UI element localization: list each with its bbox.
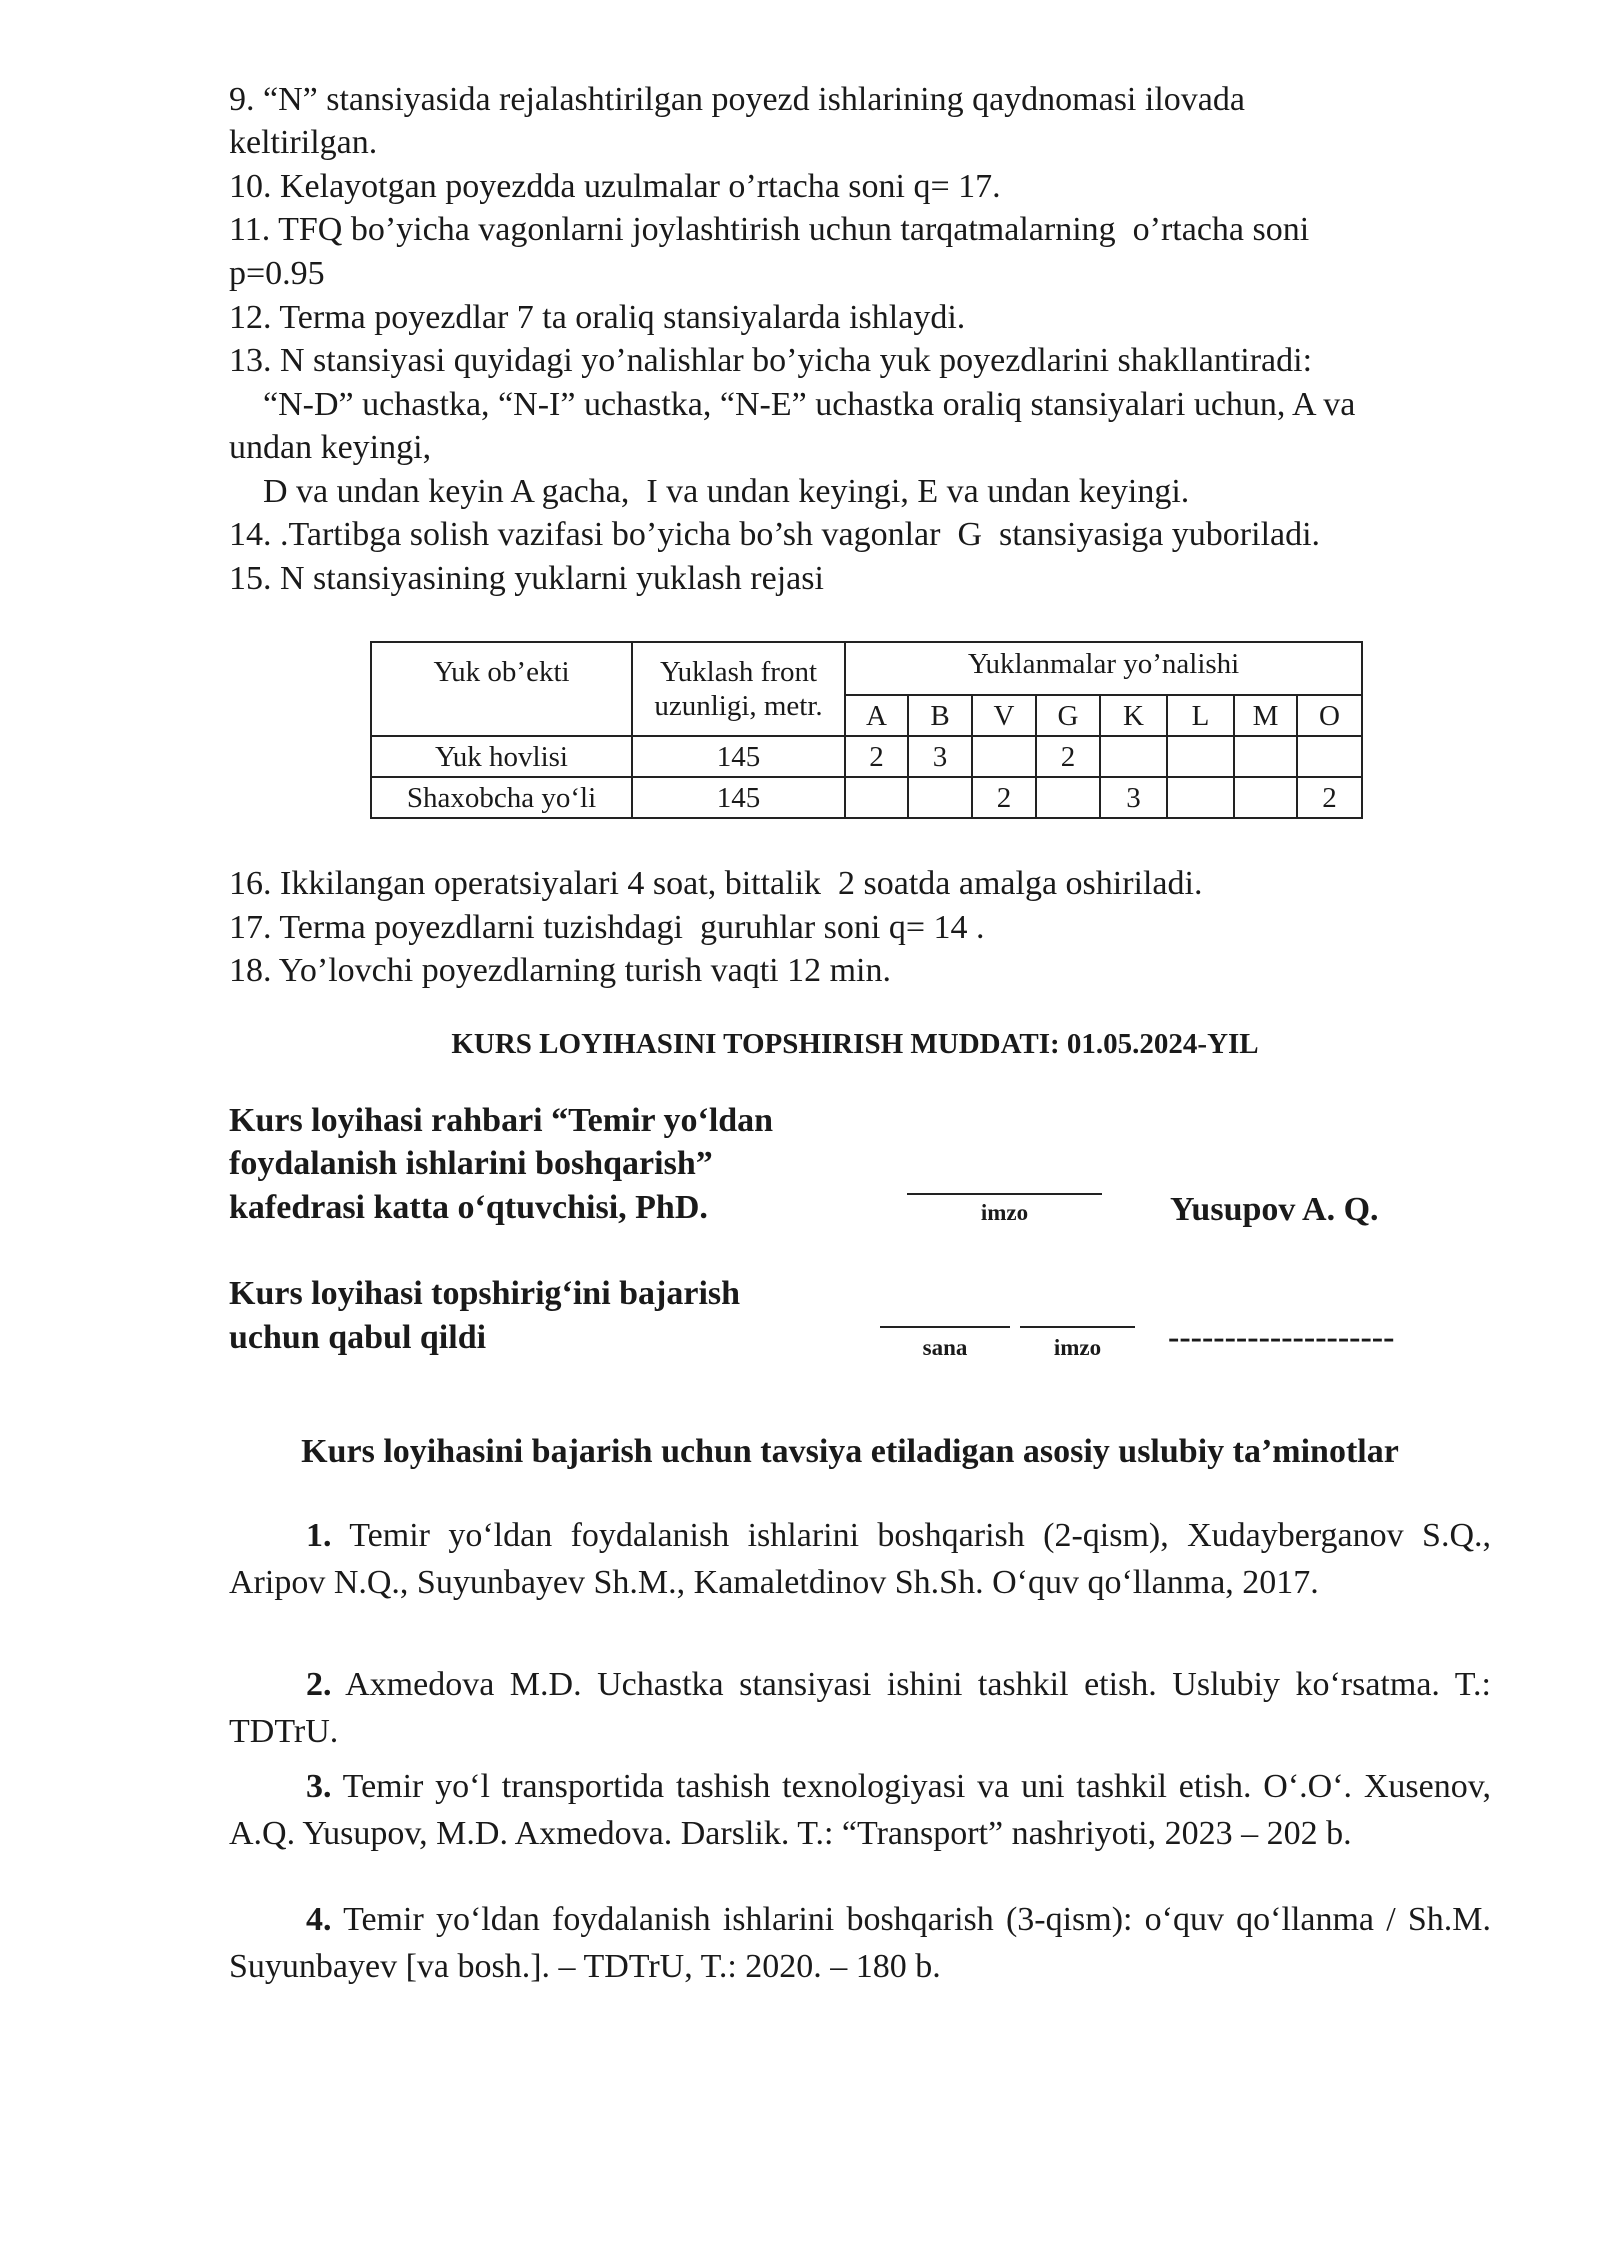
list-item: D va undan keyin A gacha, I va undan keyingi, E va undan keyingi. <box>229 473 1190 510</box>
list-item: 16. Ikkilangan operatsiyalari 4 soat, bittalik 2 soatda amalga oshiriladi. <box>229 865 1203 902</box>
references-heading: Kurs loyihasini bajarish uchun tavsiya etiladigan asosiy uslubiy ta’minotlar <box>301 1433 1399 1470</box>
list-item: 18. Yo’lovchi poyezdlarning turish vaqti 12 min. <box>229 952 892 989</box>
receiver-title-line: Kurs loyihasi topshirig‘ini bajarish <box>229 1275 741 1312</box>
direction-header: V <box>972 695 1036 736</box>
list-item: 13. N stansiyasi quyidagi yo’nalishlar bo’yicha yuk poyezdlarini shakllantiradi: <box>229 342 1313 379</box>
direction-header: B <box>908 695 972 736</box>
table-cell: 3 <box>1100 777 1167 818</box>
table-cell <box>1167 736 1234 777</box>
direction-header: O <box>1297 695 1362 736</box>
table-cell <box>1036 777 1100 818</box>
reference-number: 4. <box>306 1901 332 1938</box>
supervisor-name: Yusupov A. Q. <box>1170 1191 1379 1228</box>
reference-text: Temir yo‘l transportida tashish texnologiyasi va uni tashkil etish. O‘.O‘. Xusenov, A.Q. Yusupov, M.D. Axmedova. Darslik. T.: “Transport” nashriyoti, 2023 – 202 b. <box>229 1768 1491 1852</box>
table-row <box>371 736 1362 777</box>
signature-label: imzo <box>980 1200 1029 1225</box>
table-cell: 2 <box>845 736 908 777</box>
receiver-title-line: uchun qabul qildi <box>229 1319 487 1356</box>
list-item: “N-D” uchastka, “N-I” uchastka, “N-E” uchastka oraliq stansiyalari uchun, A va <box>229 386 1356 423</box>
reference-item <box>229 1896 1491 1990</box>
submission-deadline: KURS LOYIHASINI TOPSHIRISH MUDDATI: 01.05.2024-YIL <box>451 1028 1259 1060</box>
table-cell: 2 <box>1036 736 1100 777</box>
reference-item <box>229 1512 1491 1606</box>
supervisor-title-line: kafedrasi katta o‘qtuvchisi, PhD. <box>229 1189 708 1226</box>
direction-header: M <box>1234 695 1297 736</box>
list-item: 12. Terma poyezdlar 7 ta oraliq stansiyalarda ishlaydi. <box>229 299 966 336</box>
supervisor-title-line: foydalanish ishlarini boshqarish” <box>229 1145 713 1182</box>
table-cell <box>845 777 908 818</box>
list-item: 15. N stansiyasining yuklarni yuklash rejasi <box>229 560 824 597</box>
loading-plan-table <box>370 641 1363 819</box>
reference-number: 2. <box>306 1666 332 1703</box>
supervisor-title-line: Kurs loyihasi rahbari “Temir yo‘ldan <box>229 1102 774 1139</box>
row-front: 145 <box>632 736 845 777</box>
direction-header: K <box>1100 695 1167 736</box>
date-line <box>880 1326 1010 1328</box>
receiver-signature-line <box>1020 1326 1135 1328</box>
table-cell <box>1167 777 1234 818</box>
direction-header: A <box>845 695 908 736</box>
header-front-length: Yuklash front uzunligi, metr. <box>632 642 845 736</box>
list-item: undan keyingi, <box>229 429 432 466</box>
reference-number: 3. <box>306 1768 332 1805</box>
date-label: sana <box>922 1335 968 1360</box>
table-cell: 2 <box>1297 777 1362 818</box>
supervisor-signature-line <box>907 1193 1102 1195</box>
row-name: Yuk hovlisi <box>371 736 632 777</box>
table-cell: 3 <box>908 736 972 777</box>
header-cargo-object: Yuk ob’ekti <box>371 642 632 736</box>
reference-text: Temir yo‘ldan foydalanish ishlarini boshqarish (3-qism): o‘quv qo‘llanma / Sh.M. Suyunbayev [va bosh.]. – TDTrU, T.: 2020. – 180 b. <box>229 1901 1491 1985</box>
table-cell <box>972 736 1036 777</box>
list-item: keltirilgan. <box>229 124 378 161</box>
list-item: p=0.95 <box>229 255 325 292</box>
row-front: 145 <box>632 777 845 818</box>
table-cell <box>908 777 972 818</box>
table-cell <box>1297 736 1362 777</box>
list-item: 17. Terma poyezdlarni tuzishdagi guruhlar soni q= 14 . <box>229 909 985 946</box>
signature-label: imzo <box>1053 1335 1102 1360</box>
reference-text: Temir yo‘ldan foydalanish ishlarini boshqarish (2-qism), Xudayberganov S.Q., Aripov N.Q., Suyunbayev Sh.M., Kamaletdinov Sh.Sh. O‘quv qo‘llanma, 2017. <box>229 1517 1491 1601</box>
table-cell <box>1100 736 1167 777</box>
table-cell <box>1234 736 1297 777</box>
direction-header: L <box>1167 695 1234 736</box>
list-item: 11. TFQ bo’yicha vagonlarni joylashtirish uchun tarqatmalarning o’rtacha soni <box>229 211 1310 248</box>
row-name: Shaxobcha yo‘li <box>371 777 632 818</box>
list-item: 10. Kelayotgan poyezdda uzulmalar o’rtacha soni q= 17. <box>229 168 1001 205</box>
reference-item <box>229 1661 1491 1755</box>
direction-header: G <box>1036 695 1100 736</box>
table-row <box>371 777 1362 818</box>
table-cell <box>1234 777 1297 818</box>
reference-text: Axmedova M.D. Uchastka stansiyasi ishini tashkil etish. Uslubiy ko‘rsatma. T.: TDTrU. <box>229 1666 1491 1750</box>
reference-number: 1. <box>306 1517 332 1554</box>
header-directions: Yuklanmalar yo’nalishi <box>845 642 1362 695</box>
list-item: 14. .Tartibga solish vazifasi bo’yicha bo’sh vagonlar G stansiyasiga yuboriladi. <box>229 516 1321 553</box>
table-cell: 2 <box>972 777 1036 818</box>
list-item: 9. “N” stansiyasida rejalashtirilgan poyezd ishlarining qaydnomasi ilovada <box>229 81 1245 118</box>
receiver-name-placeholder: -------------------- <box>1168 1319 1395 1356</box>
reference-item <box>229 1763 1491 1857</box>
